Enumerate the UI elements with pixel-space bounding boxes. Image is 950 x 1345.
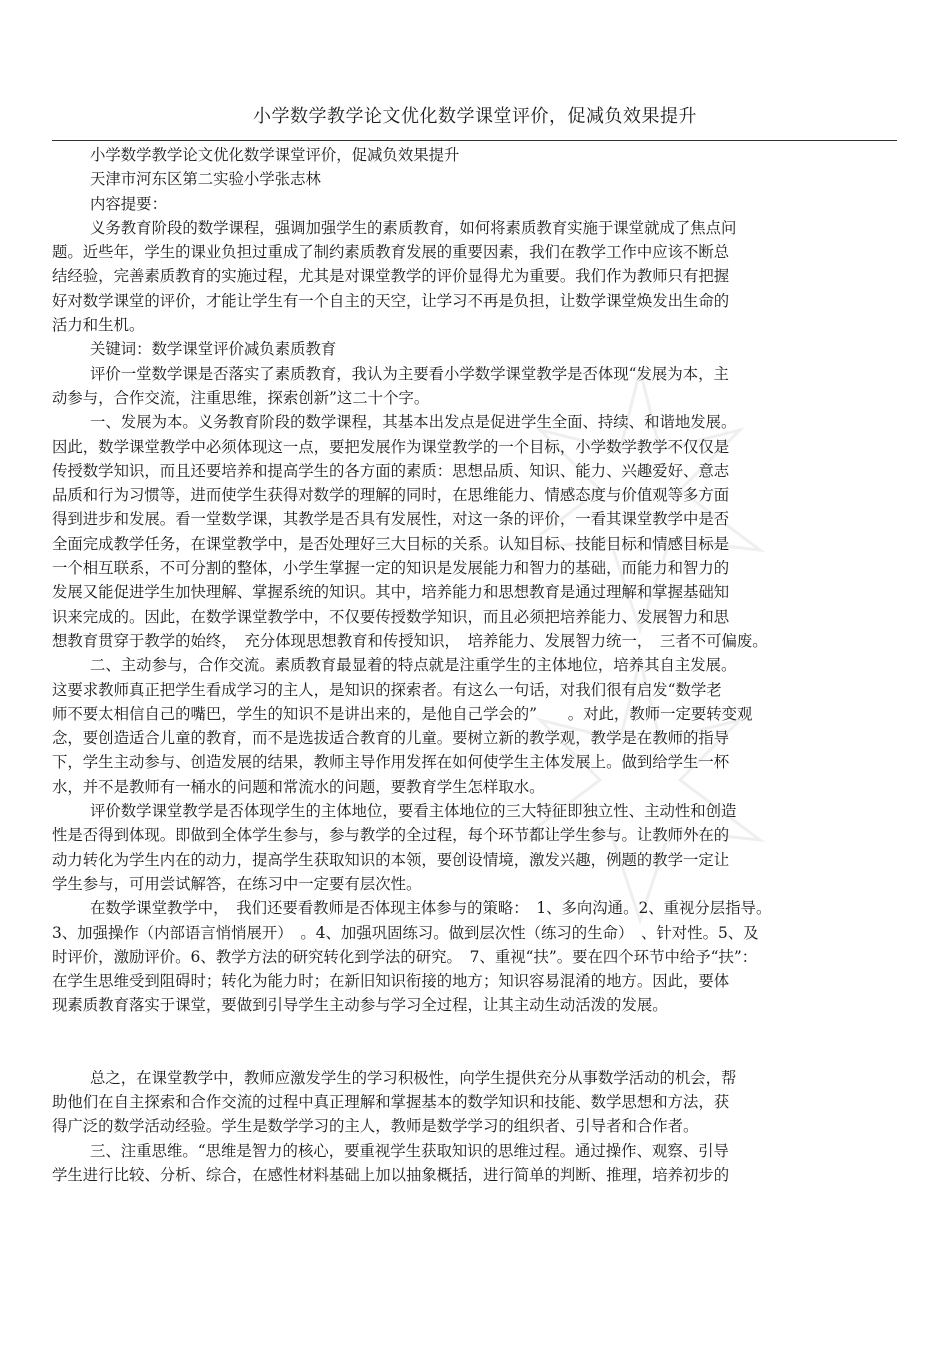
text-line: 好对数学课堂的评价，才能让学生有一个自主的天空，让学习不再是负担，让数学课堂焕发出生命的 xyxy=(52,291,730,310)
text-line: 识来完成的。因此，在数学课堂教学中，不仅要传授数学知识，而且必须把培养能力、发展智力和思 xyxy=(52,607,730,626)
text-line: 动参与，合作交流，注重思维，探索创新”这二十个字。 xyxy=(52,388,430,407)
text-line: 在数学课堂教学中， 我们还要看教师是否体现主体参与的策略： 1、多向沟通。2、重视分层指导。 xyxy=(90,899,772,918)
text-line: 天津市河东区第二实验小学张志林 xyxy=(90,170,321,189)
text-line: 题。近些年，学生的课业负担过重成了制约素质教育发展的重要因素，我们在教学工作中应该不断总 xyxy=(52,243,730,262)
text-line: 因此，数学课堂教学中必须体现这一点，要把发展作为课堂教学的一个目标，小学数学教学不仅仅是 xyxy=(52,437,730,456)
text-line: 性是否得到体现。即做到全体学生参与，参与教学的全过程，每个环节都让学生参与。让教师外在的 xyxy=(52,826,730,845)
text-line: 内容提要： xyxy=(90,194,167,213)
text-line: 助他们在自主探索和合作交流的过程中真正理解和掌握基本的数学知识和技能、数学思想和方法，获 xyxy=(52,1092,730,1111)
text-line: 义务教育阶段的数学课程，强调加强学生的素质教育，如何将素质教育实施于课堂就成了焦点问 xyxy=(90,218,737,237)
text-line: 下，学生主动参与、创造发展的结果，教师主导作用发挥在如何使学生主体发展上。做到给学生一杯 xyxy=(52,753,730,772)
text-line: 结经验，完善素质教育的实施过程，尤其是对课堂教学的评价显得尤为重要。我们作为教师只有把握 xyxy=(52,267,730,286)
text-line: 发展又能促进学生加快理解、掌握系统的知识。其中，培养能力和思想教育是通过理解和掌握基础知 xyxy=(52,583,730,602)
text-line: 总之，在课堂教学中，教师应激发学生的学习积极性，向学生提供充分从事数学活动的机会，帮 xyxy=(90,1068,737,1087)
text-line: 师不要太相信自己的嘴巴，学生的知识不是讲出来的，是他自己学会的” 。对此，教师一定要转变观 xyxy=(52,704,753,723)
text-line: 活力和生机。 xyxy=(52,316,145,335)
text-line: 学生进行比较、分析、综合，在感性材料基础上加以抽象概括，进行简单的判断、推理，培养初步的 xyxy=(52,1165,730,1184)
title-divider xyxy=(52,140,897,141)
text-line: 现素质教育落实于课堂，要做到引导学生主动参与学习全过程，让其主动生动活泼的发展。 xyxy=(52,996,668,1015)
text-line: 一个相互联系，不可分割的整体，小学生掌握一定的知识是发展能力和智力的基础，而能力和智力的 xyxy=(52,559,730,578)
text-line: 念，要创造适合儿童的教育，而不是选拔适合教育的儿童。要树立新的教学观，教学是在教师的指导 xyxy=(52,729,730,748)
text-line: 一、发展为本。义务教育阶段的数学课程，其基本出发点是促进学生全面、持续、和谐地发展。 xyxy=(90,413,737,432)
document-body xyxy=(52,143,892,1187)
text-line: 时评价，激励评价。6、教学方法的研究转化到学法的研究。 7、重视“扶”。要在四个环节中给予“扶”： xyxy=(52,947,758,966)
text-line: 3、加强操作（内部语言悄悄展开） 。4、加强巩固练习。做到层次性（练习的生命） 、针对性。5、及 xyxy=(52,923,759,942)
text-line: 得到进步和发展。看一堂数学课，其教学是否具有发展性，对这一条的评价，一看其课堂教学中是否 xyxy=(52,510,730,529)
text-line: 动力转化为学生内在的动力，提高学生获取知识的本领，要创设情境，激发兴趣，例题的教学一定让 xyxy=(52,850,730,869)
text-line: 在学生思维受到阻碍时；转化为能力时；在新旧知识衔接的地方；知识容易混淆的地方。因此，要体 xyxy=(52,972,730,991)
text-line: 评价一堂数学课是否落实了素质教育，我认为主要看小学数学课堂教学是否体现“发展为本，主 xyxy=(90,364,729,383)
text-line: 水，并不是教师有一桶水的问题和常流水的问题，要教育学生怎样取水。 xyxy=(52,777,545,796)
text-line: 三、注重思维。“思维是智力的核心，要重视学生获取知识的思维过程。通过操作、观察、引导 xyxy=(90,1141,729,1160)
paragraph-gap xyxy=(52,1018,892,1066)
text-line: 小学数学教学论文优化数学课堂评价，促减负效果提升 xyxy=(90,146,460,164)
text-line: 想教育贯穿于教学的始终， 充分体现思想教育和传授知识， 培养能力、发展智力统一， 三者不可偏废。 xyxy=(52,631,768,650)
text-line: 评价数学课堂教学是否体现学生的主体地位，要看主体地位的三大特征即独立性、主动性和创造 xyxy=(90,802,737,821)
page-title: 小学数学教学论文优化数学课堂评价，促减负效果提升 xyxy=(253,106,697,127)
text-line: 学生参与，可用尝试解答，在练习中一定要有层次性。 xyxy=(52,874,422,893)
text-line: 品质和行为习惯等，进而使学生获得对数学的理解的同时，在思维能力、情感态度与价值观等多方面 xyxy=(52,486,730,505)
text-line: 二、主动参与，合作交流。素质教育最显着的特点就是注重学生的主体地位，培养其自主发展。 xyxy=(90,656,737,675)
text-line: 得广泛的数学活动经验。学生是数学学习的主人，教师是数学学习的组织者、引导者和合作者。 xyxy=(52,1117,699,1136)
text-line: 传授数学知识，而且还要培养和提高学生的各方面的素质：思想品质、知识、能力、兴趣爱好、意志 xyxy=(52,461,730,480)
text-line: 关键词：数学课堂评价减负素质教育 xyxy=(90,340,337,359)
text-line: 这要求教师真正把学生看成学习的主人，是知识的探索者。有这么一句话，对我们很有启发“数学老 xyxy=(52,680,722,699)
text-line: 全面完成教学任务，在课堂教学中，是否处理好三大目标的关系。认知目标、技能目标和情感目标是 xyxy=(52,534,730,553)
